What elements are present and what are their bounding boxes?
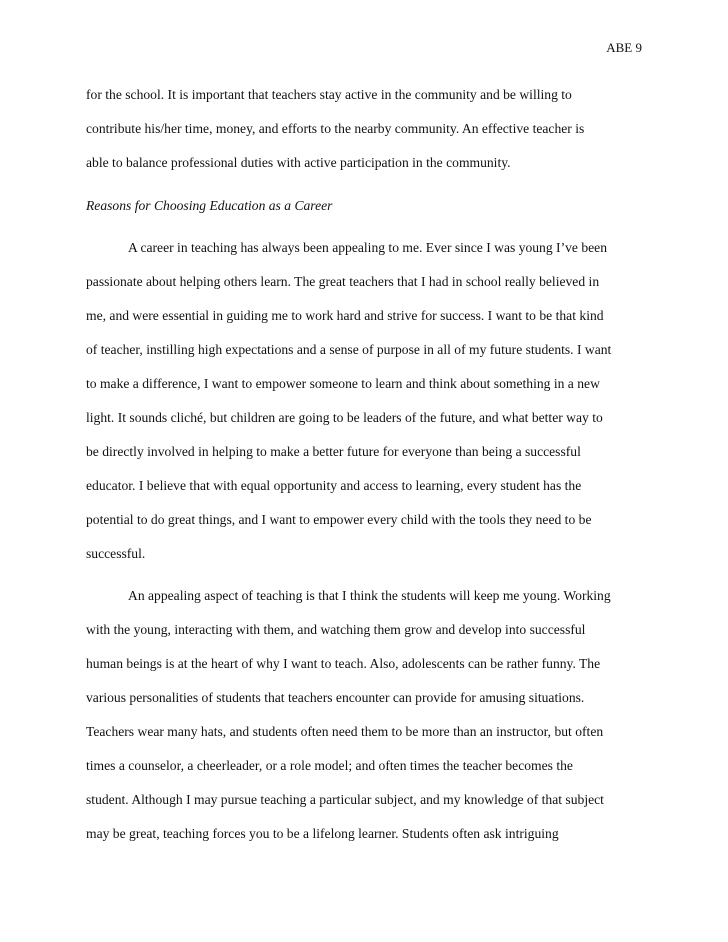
paragraph-line: to make a difference, I want to empower someone to learn and think about something in a new (86, 376, 600, 391)
paragraph-line: of teacher, instilling high expectations and a sense of purpose in all of my future students. I want (86, 342, 612, 357)
paragraph-line: me, and were essential in guiding me to work hard and strive for success. I want to be that kind (86, 308, 604, 323)
running-head: ABE 9 (606, 40, 642, 55)
paragraph-line: successful. (86, 546, 146, 561)
paragraph-line: with the young, interacting with them, and watching them grow and develop into successful (86, 622, 586, 637)
paragraph-line: times a counselor, a cheerleader, or a role model; and often times the teacher becomes the (86, 758, 573, 773)
paragraph-line: for the school. It is important that teachers stay active in the community and be willing to (86, 87, 572, 102)
paragraph-line: able to balance professional duties with active participation in the community. (86, 155, 511, 170)
paragraph-line: human beings is at the heart of why I want to teach. Also, adolescents can be rather funny. The (86, 656, 601, 671)
paragraph-line: contribute his/her time, money, and efforts to the nearby community. An effective teacher is (86, 121, 585, 136)
paragraph-line: various personalities of students that teachers encounter can provide for amusing situations. (86, 690, 585, 705)
section-heading: Reasons for Choosing Education as a Career (86, 198, 333, 213)
paragraph-line: Teachers wear many hats, and students often need them to be more than an instructor, but often (86, 724, 604, 739)
paragraph-line: An appealing aspect of teaching is that I think the students will keep me young. Working (128, 588, 611, 603)
paragraph-line: potential to do great things, and I want to empower every child with the tools they need to be (86, 512, 592, 527)
paragraph-line: educator. I believe that with equal opportunity and access to learning, every student has the (86, 478, 582, 493)
paragraph-line: light. It sounds cliché, but children are going to be leaders of the future, and what better way to (86, 410, 603, 425)
paragraph-line: A career in teaching has always been appealing to me. Ever since I was young I’ve been (128, 240, 607, 255)
paragraph-line: passionate about helping others learn. The great teachers that I had in school really believed in (86, 274, 600, 289)
paragraph-line: may be great, teaching forces you to be a lifelong learner. Students often ask intriguing (86, 826, 559, 841)
paragraph-line: be directly involved in helping to make a better future for everyone than being a successful (86, 444, 581, 459)
paragraph-line: student. Although I may pursue teaching a particular subject, and my knowledge of that subject (86, 792, 604, 807)
